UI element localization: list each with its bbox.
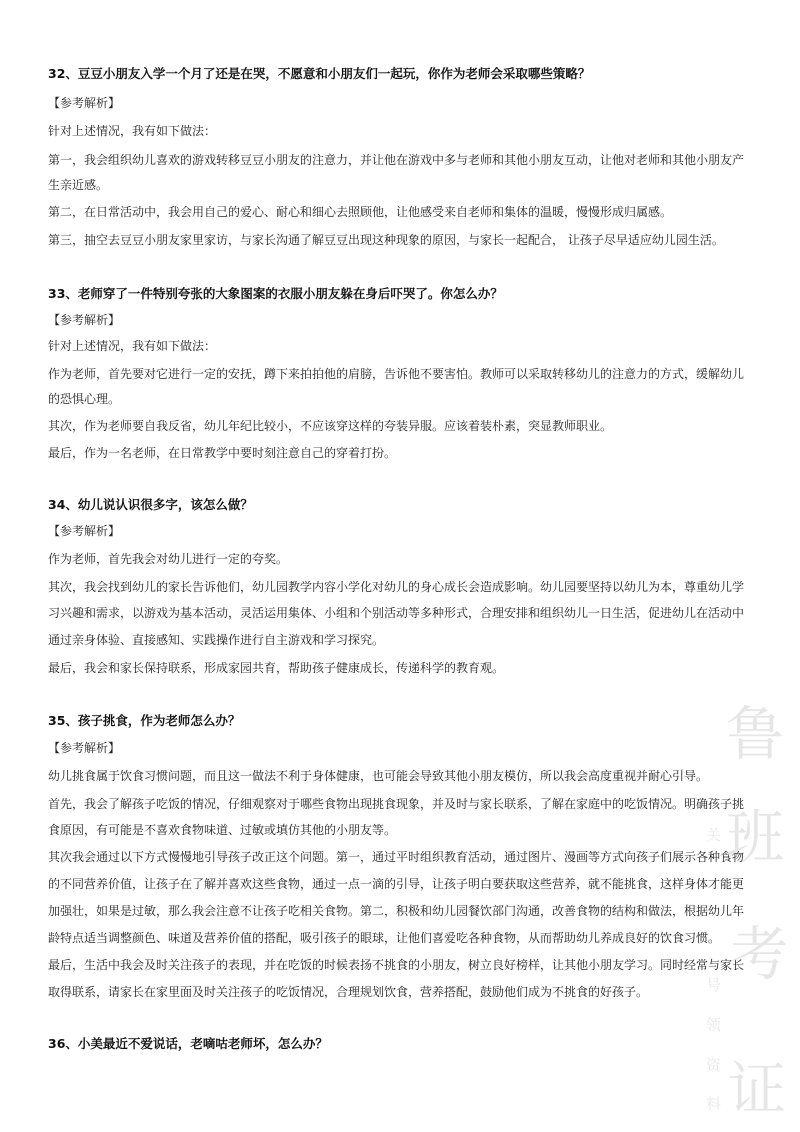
question-35-title: 35、孩子挑食，作为老师怎么办？ xyxy=(48,713,241,728)
q34-line: 习兴趣和需求，以游戏为基本活动，灵活运用集体、小组和个别活动等多种形式，合理安排和组织幼儿一日生活，促进幼儿在活动中 xyxy=(48,606,745,620)
question-34-title: 34、幼儿说认识很多字，该怎么做？ xyxy=(48,497,253,512)
watermark-char: 鲁 xyxy=(726,700,785,768)
q34-line: 最后，我会和家长保持联系，形成家园共育，帮助孩子健康成长，传递科学的教育观。 xyxy=(48,661,505,675)
q32-line: 第三，抽空去豆豆小朋友家里家访，与家长沟通了解豆豆出现这种现象的原因，与家长一起配合， 让孩子尽早适应幼儿园生活。 xyxy=(48,233,724,247)
q35-line: 首先，我会了解孩子吃饭的情况，仔细观察对于哪些食物出现挑食现象，并及时与家长联系，了解在家庭中的吃饭情况。明确孩子挑 xyxy=(48,797,745,811)
q32-line: 生亲近感。 xyxy=(48,178,109,192)
watermark-small-char: 料 xyxy=(706,1095,722,1113)
q35-line: 最后，生活中我会及时关注孩子的表现，并在吃饭的时候表扬不挑食的小朋友，树立良好榜样，让其他小朋友学习。同时经常与家长 xyxy=(48,958,745,972)
watermark-small-char: 资 xyxy=(706,1056,722,1074)
q33-line: 其次，作为老师要自我反省，幼儿年纪比较小，不应该穿这样的夸装异服。应该着装朴素，突显教师职业。 xyxy=(48,419,613,433)
watermark-char: 班 xyxy=(726,803,785,871)
q34-line: 通过亲身体验、直接感知、实践操作进行自主游戏和学习探究。 xyxy=(48,633,385,647)
watermark-char: 考 xyxy=(730,920,789,988)
q34-line: 其次，我会找到幼儿的家长告诉他们，幼儿园教学内容小学化对幼儿的身心成长会造成影响。幼儿园要坚持以幼儿为本，尊重幼儿学 xyxy=(48,580,745,594)
q32-label: 【参考解析】 xyxy=(48,96,121,110)
q35-label: 【参考解析】 xyxy=(48,741,121,755)
q35-line: 食原因，有可能是不喜欢食物味道、过敏或填仿其他的小朋友等。 xyxy=(48,823,397,837)
q35-line: 取得联系，请家长在家里面及时关注孩子的吃饭情况，合理规划饮食，营养搭配，鼓励他们成为不挑食的好孩子。 xyxy=(48,985,649,999)
q33-line: 的恐惧心理。 xyxy=(48,392,121,406)
watermark-small-char: 领 xyxy=(706,1016,722,1034)
q34-label: 【参考解析】 xyxy=(48,524,121,538)
q33-line: 针对上述情况，我有如下做法： xyxy=(48,339,217,353)
q33-line: 最后，作为一名老师，在日常教学中要时刻注意自己的穿着打扮。 xyxy=(48,446,397,460)
q33-label: 【参考解析】 xyxy=(48,313,121,327)
q35-line: 其次我会通过以下方式慢慢地引导孩子改正这个问题。第一，通过平时组织教育活动，通过图片、漫画等方式向孩子们展示各种食物 xyxy=(48,850,745,864)
question-33-title: 33、老师穿了一件特别夸张的大象图案的衣服小朋友躲在身后吓哭了。你怎么办？ xyxy=(48,286,503,301)
q35-line: 加强壮，如果是过敏，那么我会注意不让孩子吃相关食物。第二，积极和幼儿园餐饮部门沟通，改善食物的结构和做法，根据幼儿年 xyxy=(48,904,745,918)
q35-line: 龄特点适当调整颜色、味道及营养价值的搭配，吸引孩子的眼球，让他们喜爱吃各种食物，从而帮助幼儿养成良好的饮食习惯。 xyxy=(48,931,721,945)
q32-line: 第二，在日常活动中，我会用自己的爱心、耐心和细心去照顾他，让他感受来自老师和集体的温暖，慢慢形成归属感。 xyxy=(48,205,673,219)
q32-line: 第一，我会组织幼儿喜欢的游戏转移豆豆小朋友的注意力，并让他在游戏中多与老师和其他小朋友互动，让他对老师和其他小朋友产 xyxy=(48,153,745,167)
watermark-small-char: 号 xyxy=(706,976,722,994)
q35-line: 的不同营养价值，让孩子在了解并喜欢这些食物，通过一点一滴的引导，让孩子明白要获取这些营养，就不能挑食，这样身体才能更 xyxy=(48,877,745,891)
q33-line: 作为老师，首先要对它进行一定的安抚，蹲下来拍拍他的肩膀，告诉他不要害怕。教师可以采取转移幼儿的注意力的方式，缓解幼儿 xyxy=(48,367,745,381)
q32-line: 针对上述情况，我有如下做法： xyxy=(48,124,217,138)
watermark-small-char: 关 xyxy=(706,826,722,844)
watermark-char: 证 xyxy=(728,1055,787,1123)
q35-line: 幼儿挑食属于饮食习惯问题，而且这一做法不利于身体健康，也可能会导致其他小朋友模仿，所以我会高度重视并耐心引导。 xyxy=(48,769,709,783)
question-36-title: 36、小美最近不爱说话，老嘀咕老师坏，怎么办？ xyxy=(48,1036,328,1051)
question-32-title: 32、豆豆小朋友入学一个月了还是在哭，不愿意和小朋友们一起玩，你作为老师会采取哪些策略？ xyxy=(48,66,591,81)
q34-line: 作为老师，首先我会对幼儿进行一定的夸奖。 xyxy=(48,552,289,566)
